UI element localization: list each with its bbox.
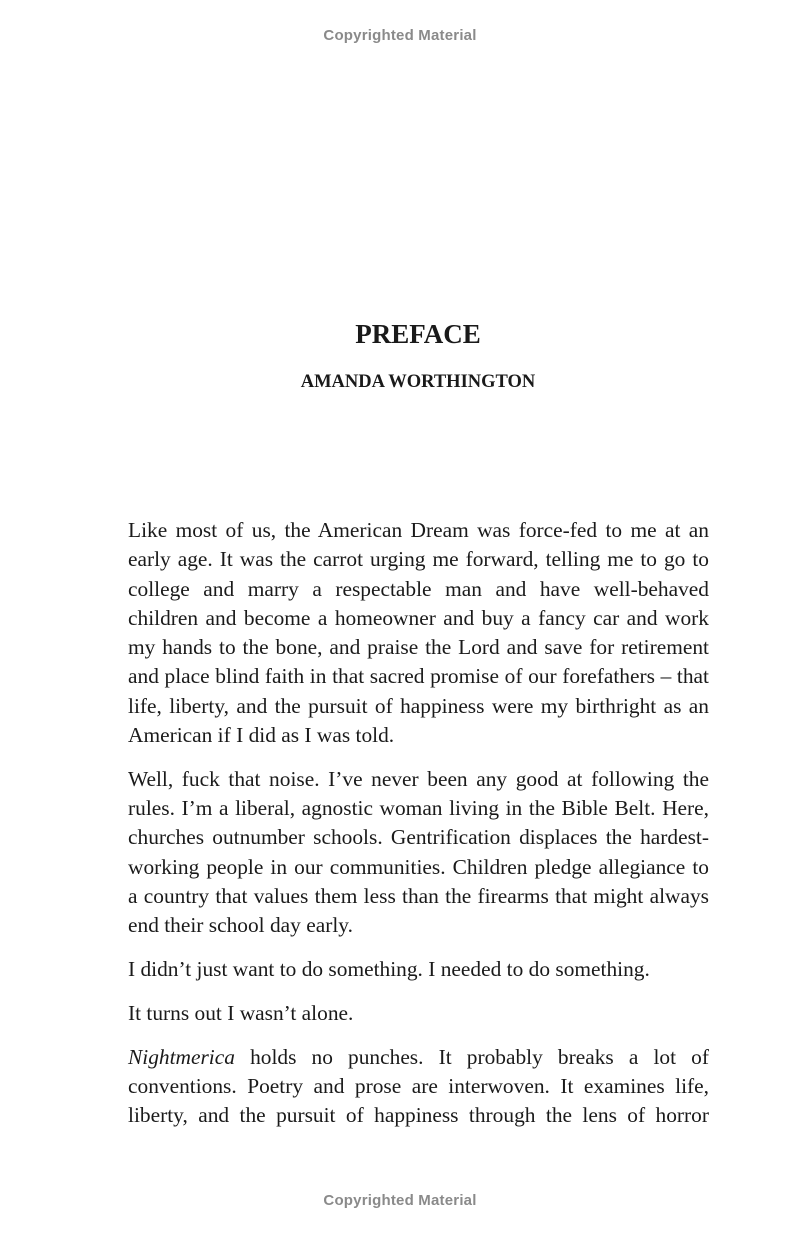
paragraph-1: Like most of us, the American Dream was force-fed to me at an early age. It was the carrot urging me forward, telling me to go to college and marry a respectable man and have well-behaved children and become a homeowner and buy a fancy car and work my hands to the bone, and praise the Lord and save for retirement and place blind faith in that sacred promise of our forefathers – that life, liberty, and the pursuit of happiness were my birthright as an American if I did as I was told. [128,518,709,748]
paragraph-4: It turns out I wasn’t alone. [128,1000,354,1025]
paragraph-2: Well, fuck that noise. I’ve never been any good at following the rules. I’m a liberal, agnostic woman living in the Bible Belt. Here, churches outnumber schools. Gentrification displaces the hardest-working people in our communities. Children pledge allegiance to a country that values them less than the firearms that might always end their school day early. [128,766,709,938]
book-title: Nightmerica [128,1044,235,1069]
copyright-watermark-bottom: Copyrighted Material [323,1192,477,1209]
paragraph-3: I didn’t just want to do something. I needed to do something. [128,957,650,982]
chapter-title: PREFACE [355,319,481,349]
paragraph-5 [128,1043,709,1131]
body-text [128,516,709,1145]
copyright-watermark-top: Copyrighted Material [323,27,477,44]
paragraph-5-text: holds no punches. It probably breaks a lot of conventions. Poetry and prose are interwoven. It examines life, liberty, and the pursuit of happiness through the lens of horror [128,1044,709,1128]
chapter-author: AMANDA WORTHINGTON [300,372,536,392]
